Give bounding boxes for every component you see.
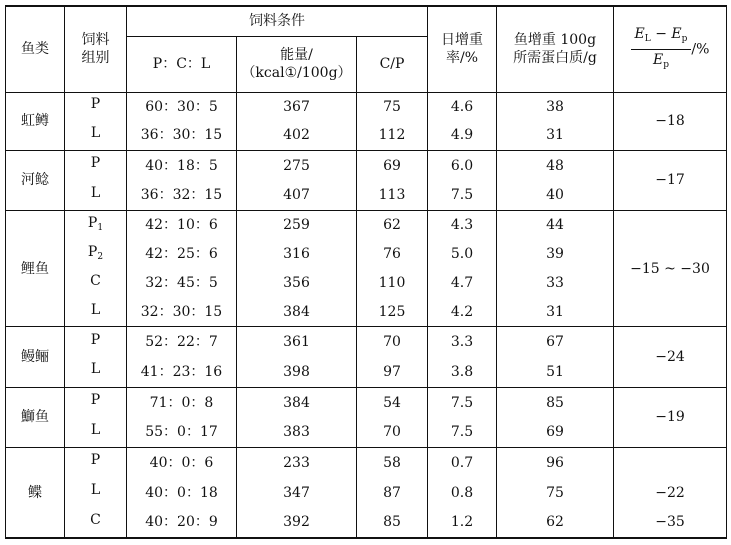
ratio-value: −35 bbox=[614, 508, 727, 538]
feed-group: P bbox=[65, 327, 127, 357]
header-cp: C/P bbox=[357, 36, 428, 92]
table-row bbox=[6, 92, 727, 121]
fish-name: 河鲶 bbox=[6, 150, 65, 210]
gain-value: 4.2 bbox=[428, 298, 497, 327]
energy-value: 259 bbox=[237, 211, 357, 240]
pcl-value: 60：30：5 bbox=[127, 92, 237, 121]
table-row bbox=[6, 211, 727, 240]
table-row bbox=[6, 508, 727, 538]
protein-value: 33 bbox=[497, 269, 614, 298]
feed-group: C bbox=[65, 508, 127, 538]
protein-value: 96 bbox=[497, 448, 614, 478]
header-feed-group bbox=[65, 6, 127, 92]
fish-name: 鳗鲡 bbox=[6, 327, 65, 387]
energy-value: 407 bbox=[237, 180, 357, 210]
header-feed-group-line1: 饲料 bbox=[81, 32, 110, 49]
energy-value: 402 bbox=[237, 121, 357, 150]
cp-value: 54 bbox=[357, 387, 428, 417]
ratio-value: −15 ~ −30 bbox=[614, 211, 727, 327]
table-row bbox=[6, 478, 727, 508]
gain-value: 4.9 bbox=[428, 121, 497, 150]
pcl-value: 41：23：16 bbox=[127, 357, 237, 387]
ratio-value bbox=[614, 448, 727, 478]
gain-value: 4.6 bbox=[428, 92, 497, 121]
protein-value: 38 bbox=[497, 92, 614, 121]
protein-value: 75 bbox=[497, 478, 614, 508]
protein-value: 69 bbox=[497, 417, 614, 447]
feed-group: C bbox=[65, 269, 127, 298]
protein-value: 48 bbox=[497, 150, 614, 180]
table-row bbox=[6, 448, 727, 478]
header-protein-line2: 所需蛋白质/g bbox=[513, 50, 597, 67]
pcl-value: 42：10：6 bbox=[127, 211, 237, 240]
gain-value: 1.2 bbox=[428, 508, 497, 538]
cp-value: 110 bbox=[357, 269, 428, 298]
ratio-value: −17 bbox=[614, 150, 727, 210]
table-row bbox=[6, 387, 727, 417]
energy-value: 383 bbox=[237, 417, 357, 447]
header-daily-gain-line1: 日增重 bbox=[441, 32, 483, 49]
gain-value: 3.3 bbox=[428, 327, 497, 357]
header-protein-per-100g bbox=[497, 6, 614, 92]
cp-value: 113 bbox=[357, 180, 428, 210]
pcl-value: 55：0：17 bbox=[127, 417, 237, 447]
energy-value: 347 bbox=[237, 478, 357, 508]
energy-value: 361 bbox=[237, 327, 357, 357]
header-energy-line2: （kcal①/100g） bbox=[241, 65, 352, 81]
energy-value: 384 bbox=[237, 387, 357, 417]
gain-value: 7.5 bbox=[428, 387, 497, 417]
energy-value: 356 bbox=[237, 269, 357, 298]
header-feed-conditions: 饲料条件 bbox=[127, 6, 428, 36]
energy-ratio-numerator: $E_L - E_p$ bbox=[631, 25, 692, 50]
feed-group: P bbox=[65, 387, 127, 417]
table-row bbox=[6, 150, 727, 180]
protein-value: 51 bbox=[497, 357, 614, 387]
feed-comparison-table bbox=[5, 5, 727, 539]
cp-value: 70 bbox=[357, 417, 428, 447]
gain-value: 3.8 bbox=[428, 357, 497, 387]
feed-group: P bbox=[65, 448, 127, 478]
fish-name: 鲽 bbox=[6, 448, 65, 539]
header-fish: 鱼类 bbox=[6, 6, 65, 92]
gain-value: 6.0 bbox=[428, 150, 497, 180]
protein-value: 31 bbox=[497, 298, 614, 327]
energy-ratio-unit: /% bbox=[691, 41, 710, 58]
feed-group: L bbox=[65, 298, 127, 327]
protein-value: 39 bbox=[497, 240, 614, 269]
feed-group: L bbox=[65, 417, 127, 447]
pcl-value: 40：0：6 bbox=[127, 448, 237, 478]
pcl-value: 40：0：18 bbox=[127, 478, 237, 508]
feed-group: $P_2$ bbox=[65, 240, 127, 269]
pcl-value: 40：18：5 bbox=[127, 150, 237, 180]
feed-group: L bbox=[65, 121, 127, 150]
fish-name: 虹鳟 bbox=[6, 92, 65, 150]
gain-value: 7.5 bbox=[428, 417, 497, 447]
ratio-value: −19 bbox=[614, 387, 727, 447]
header-daily-gain-line2: 率/% bbox=[445, 50, 479, 67]
pcl-value: 36：32：15 bbox=[127, 180, 237, 210]
energy-ratio-denominator: $E_p$ bbox=[652, 51, 669, 70]
energy-value: 275 bbox=[237, 150, 357, 180]
cp-value: 76 bbox=[357, 240, 428, 269]
pcl-value: 40：20：9 bbox=[127, 508, 237, 538]
fish-name: 鲤鱼 bbox=[6, 211, 65, 327]
energy-value: 367 bbox=[237, 92, 357, 121]
protein-value: 40 bbox=[497, 180, 614, 210]
cp-value: 62 bbox=[357, 211, 428, 240]
table-row bbox=[6, 327, 727, 357]
gain-value: 0.8 bbox=[428, 478, 497, 508]
header-pcl-ratio: P：C：L bbox=[127, 36, 237, 92]
header-energy-line1: 能量/ bbox=[280, 47, 313, 63]
feed-group: P bbox=[65, 150, 127, 180]
protein-value: 67 bbox=[497, 327, 614, 357]
gain-value: 0.7 bbox=[428, 448, 497, 478]
energy-ratio-fraction bbox=[631, 25, 692, 74]
header-feed-group-line2: 组别 bbox=[81, 50, 110, 67]
pcl-value: 52：22：7 bbox=[127, 327, 237, 357]
energy-value: 392 bbox=[237, 508, 357, 538]
energy-value: 233 bbox=[237, 448, 357, 478]
cp-value: 97 bbox=[357, 357, 428, 387]
pcl-value: 32：30：15 bbox=[127, 298, 237, 327]
protein-value: 44 bbox=[497, 211, 614, 240]
energy-value: 398 bbox=[237, 357, 357, 387]
feed-group: L bbox=[65, 478, 127, 508]
protein-value: 62 bbox=[497, 508, 614, 538]
feed-group: P bbox=[65, 92, 127, 121]
cp-value: 69 bbox=[357, 150, 428, 180]
cp-value: 58 bbox=[357, 448, 428, 478]
header-energy bbox=[237, 36, 357, 92]
pcl-value: 42：25：6 bbox=[127, 240, 237, 269]
gain-value: 5.0 bbox=[428, 240, 497, 269]
feed-group: $P_1$ bbox=[65, 211, 127, 240]
cp-value: 85 bbox=[357, 508, 428, 538]
cp-value: 87 bbox=[357, 478, 428, 508]
pcl-value: 32：45：5 bbox=[127, 269, 237, 298]
gain-value: 4.7 bbox=[428, 269, 497, 298]
gain-value: 7.5 bbox=[428, 180, 497, 210]
header-energy-ratio bbox=[614, 6, 727, 92]
feed-group: L bbox=[65, 357, 127, 387]
protein-value: 85 bbox=[497, 387, 614, 417]
cp-value: 125 bbox=[357, 298, 428, 327]
fish-name: 鰤鱼 bbox=[6, 387, 65, 447]
header-protein-line1: 鱼增重 100g bbox=[513, 32, 597, 49]
cp-value: 112 bbox=[357, 121, 428, 150]
cp-value: 75 bbox=[357, 92, 428, 121]
header-daily-gain bbox=[428, 6, 497, 92]
pcl-value: 36：30：15 bbox=[127, 121, 237, 150]
feed-group: L bbox=[65, 180, 127, 210]
ratio-value: −24 bbox=[614, 327, 727, 387]
energy-value: 316 bbox=[237, 240, 357, 269]
ratio-value: −18 bbox=[614, 92, 727, 150]
table-body bbox=[6, 92, 727, 538]
ratio-value: −22 bbox=[614, 478, 727, 508]
energy-value: 384 bbox=[237, 298, 357, 327]
protein-value: 31 bbox=[497, 121, 614, 150]
cp-value: 70 bbox=[357, 327, 428, 357]
table-header bbox=[6, 6, 727, 92]
gain-value: 4.3 bbox=[428, 211, 497, 240]
pcl-value: 71：0：8 bbox=[127, 387, 237, 417]
